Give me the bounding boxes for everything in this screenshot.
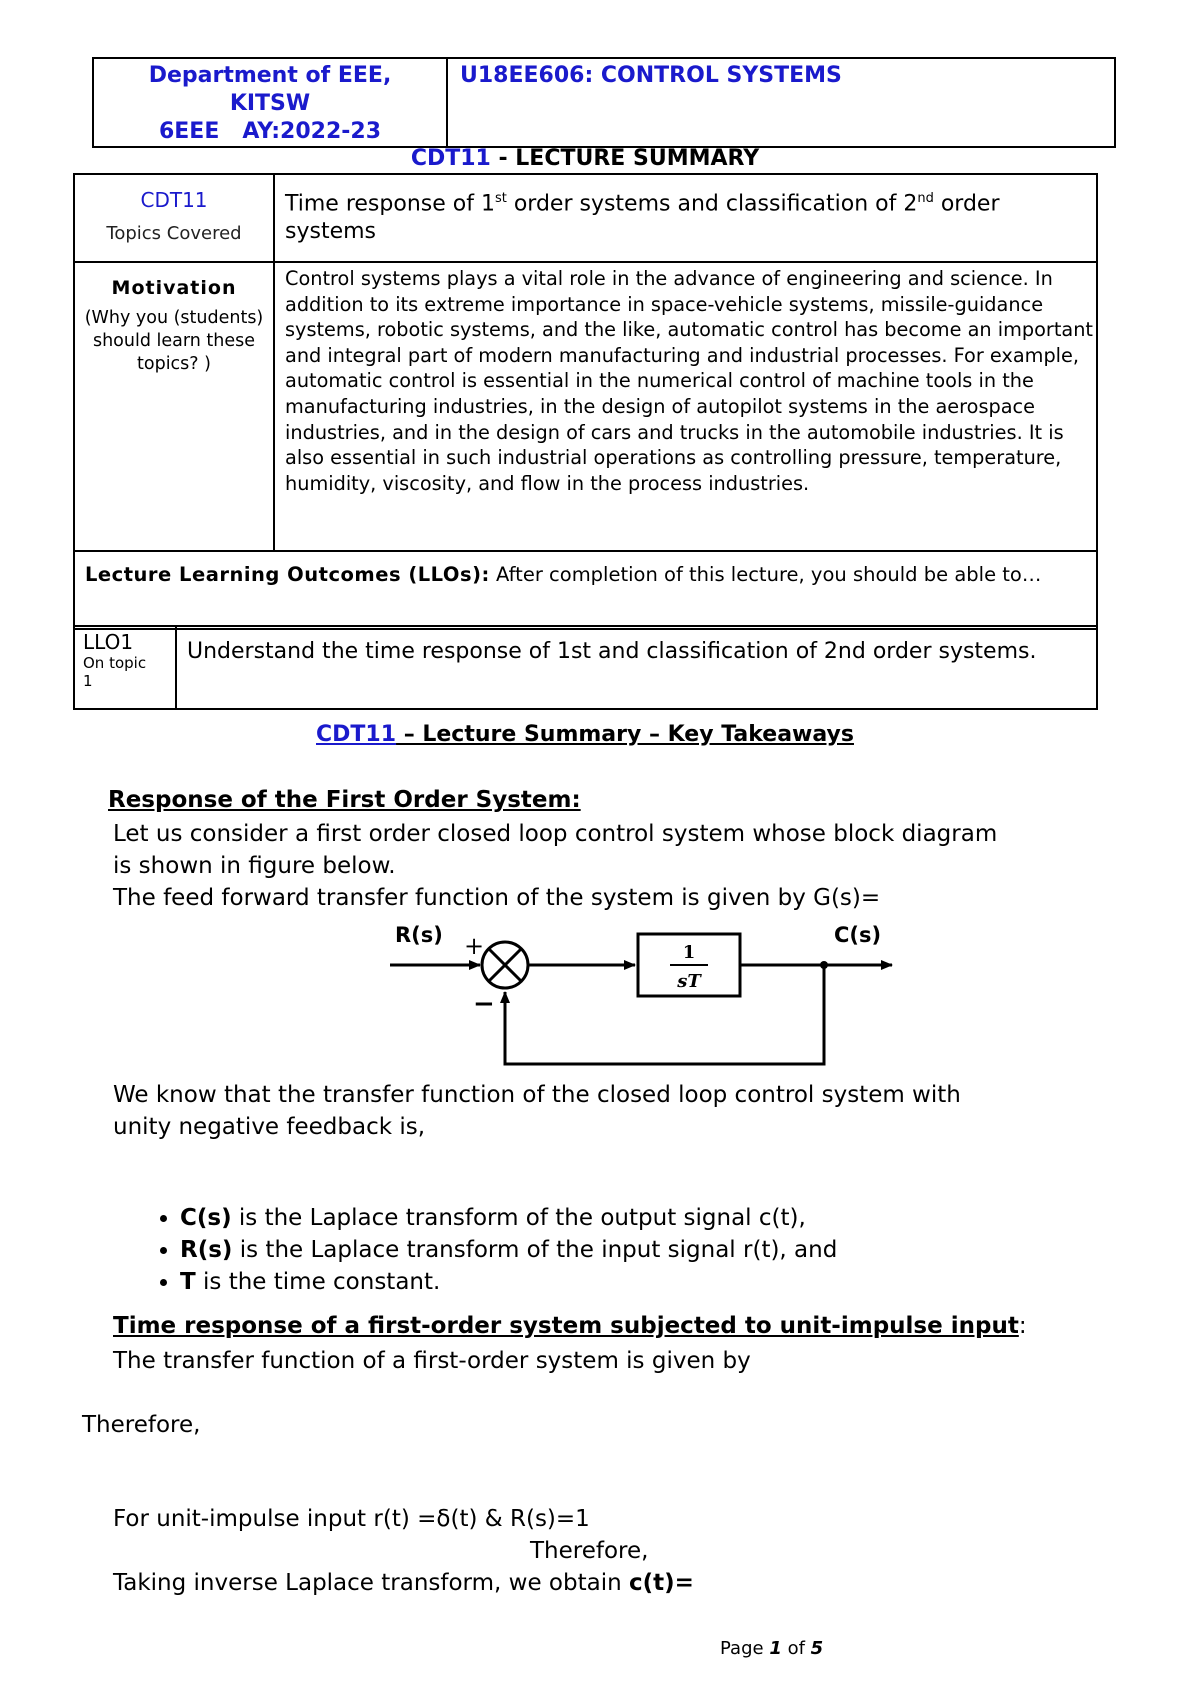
takeaways-rest: – Lecture Summary – Key Takeaways <box>396 722 854 747</box>
header-table <box>92 57 1116 148</box>
cdt-code: CDT11 <box>410 146 491 171</box>
block-denominator: sT <box>677 971 701 992</box>
motivation-text: Control systems plays a vital role in the advance of engineering and science. In addition to its extreme importance in space-vehicle systems, missile-guidance systems, robotic systems, and the like, automatic control has become an important and integral part of modern manufacturing and industrial processes. For example, automatic control is essential in the numerical control of machine tools in the manufacturing industries, in the design of autopilot systems in the aerospace industries, and in the design of cars and trucks in the automobile industries. It is also essential in such industrial operations as controlling pressure, temperature, humidity, viscosity, and flow in the process industries. <box>285 267 1093 495</box>
topics-table <box>73 173 1098 630</box>
course-cell <box>447 58 1115 147</box>
section1-para3-line1: We know that the transfer function of the closed loop control system with <box>113 1082 961 1108</box>
llo-id: LLO1 <box>83 630 134 654</box>
section1-heading: Response of the First Order System: <box>108 787 581 813</box>
section1-para3-line2: unity negative feedback is, <box>113 1114 426 1140</box>
llo-text: Understand the time response of 1st and classification of 2nd order systems. <box>187 639 1037 664</box>
llo-text-cell <box>176 626 1097 709</box>
block-diagram <box>380 918 900 1076</box>
topics-text: Time response of 1st order systems and classification of 2nd order systems <box>285 191 1000 245</box>
llo-on-topic: On topic <box>83 654 147 672</box>
ct-expression: c(t)= <box>628 1570 694 1596</box>
llo-header: Lecture Learning Outcomes (LLOs): After completion of this lecture, you should be able to… <box>85 563 1042 586</box>
section2-heading-wrap: Time response of a first-order system subjected to unit-impulse input: <box>113 1313 1027 1339</box>
therefore-1: Therefore, <box>82 1412 201 1438</box>
institute-name: KITSW <box>229 91 311 116</box>
page-number: Page 1 of 5 <box>720 1638 824 1659</box>
summary-title-rest: - LECTURE SUMMARY <box>490 146 760 171</box>
section2-line1: The transfer function of a first-order system is given by <box>113 1348 751 1374</box>
topics-text-cell <box>274 174 1097 262</box>
llo-id-cell <box>74 626 176 709</box>
definitions-list <box>120 1202 837 1298</box>
course-title: U18EE606: CONTROL SYSTEMS <box>460 63 842 88</box>
department-cell <box>93 58 447 147</box>
section2-heading: Time response of a first-order system subjected to unit-impulse input <box>113 1313 1019 1339</box>
output-label: C(s) <box>834 923 882 947</box>
list-item: • T is the time constant. <box>180 1266 837 1298</box>
key-takeaways-title <box>0 722 1170 747</box>
motivation-subtitle: (Why you (students) should learn these topics? ) <box>84 308 264 374</box>
list-item: • R(s) is the Laplace transform of the input signal r(t), and <box>180 1234 837 1266</box>
section1-para1-line1: Let us consider a first order closed loop control system whose block diagram <box>113 821 998 847</box>
section1-para2: The feed forward transfer function of the system is given by G(s)= <box>113 885 881 911</box>
llo-table <box>73 625 1098 710</box>
class-year: 6EEE AY:2022-23 <box>158 119 382 144</box>
motivation-text-cell <box>274 262 1097 551</box>
llo-header-cell <box>74 551 1097 629</box>
input-label: R(s) <box>395 923 443 947</box>
topics-covered-label: Topics Covered <box>106 223 242 244</box>
llo-topic-number: 1 <box>83 672 93 690</box>
impulse-input-line: For unit-impulse input r(t) =δ(t) & R(s)=1 <box>113 1506 590 1532</box>
plus-sign: + <box>464 932 485 960</box>
topics-code: CDT11 <box>140 188 208 212</box>
minus-sign: − <box>473 989 495 1019</box>
inverse-laplace-line: Taking inverse Laplace transform, we obtain c(t)= <box>113 1570 694 1596</box>
block-numerator: 1 <box>682 942 696 963</box>
motivation-label-cell <box>74 262 274 551</box>
section1-para1-line2: is shown in figure below. <box>113 853 396 879</box>
topics-label-cell <box>74 174 274 262</box>
motivation-title: Motivation <box>111 277 237 299</box>
list-item: • C(s) is the Laplace transform of the output signal c(t), <box>180 1202 837 1234</box>
lecture-summary-title <box>0 146 1170 171</box>
takeaways-code: CDT11 <box>316 722 397 747</box>
therefore-2: Therefore, <box>530 1538 649 1564</box>
department-name: Department of EEE, <box>148 63 392 88</box>
summing-junction <box>482 942 528 988</box>
